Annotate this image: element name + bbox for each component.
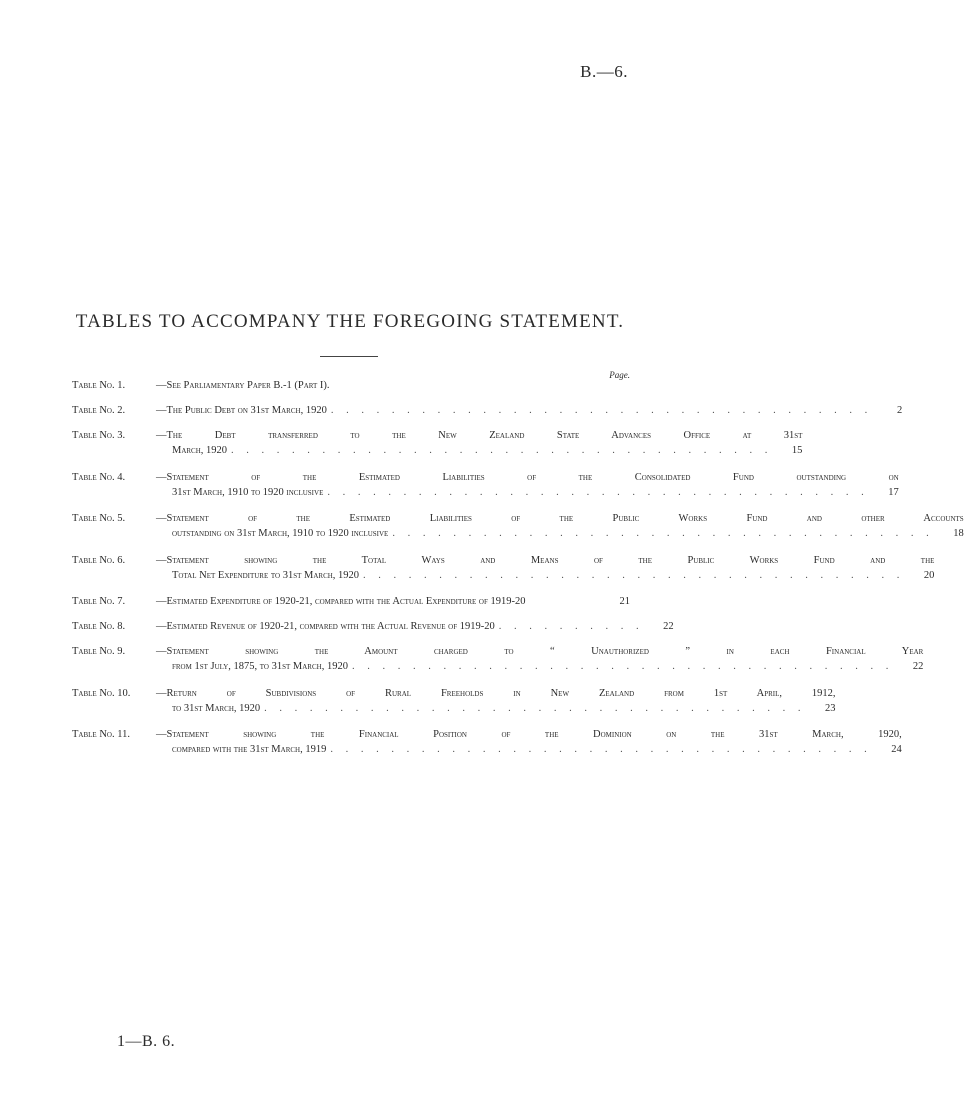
page-number: 2 bbox=[896, 405, 903, 416]
dot-leaders: . . . . . . . . . . . . . . . . . . . . . . . . . . . . . . . . . . . . bbox=[327, 486, 869, 498]
table-description-cont: outstanding on 31st March, 1910 to 1920 inclusive bbox=[172, 528, 389, 539]
table-description-cont: compared with the 31st March, 1919 bbox=[172, 744, 327, 755]
page-number: 18 bbox=[953, 528, 964, 539]
table-number: Table No. 5. bbox=[72, 513, 126, 524]
dot-leaders: . . . . . . . . . . . . . . . . . . . . . . . . . . . . . . . . . . . . bbox=[392, 528, 934, 539]
table-number: Table No. 4. bbox=[72, 471, 126, 483]
dot-leaders: . . . . . . . . . . . . . . . . . . . . . . . . . . . . . . . . . . . . bbox=[351, 661, 894, 672]
table-description: —Statement of the Estimated Liabilities of the Public Works Fund and other Accounts bbox=[156, 513, 964, 524]
table-number: Table No. 1. bbox=[72, 380, 126, 391]
toc-entry bbox=[72, 428, 803, 458]
dot-leaders: . . . . . . . . . . . . . . . . . . . . . . . . . . . . . . . . . . . . bbox=[363, 569, 905, 581]
toc-entry bbox=[72, 686, 836, 716]
table-description: —Statement showing the Amount charged to “ Unauthorized ” in each Financial Year bbox=[156, 646, 924, 657]
table-description: —See Parliamentary Paper B.-1 (Part I). bbox=[156, 380, 330, 391]
toc-entry bbox=[72, 470, 899, 500]
paper-reference: B.—6. bbox=[580, 62, 628, 81]
toc-entry bbox=[72, 594, 630, 609]
page-number: 22 bbox=[912, 661, 924, 672]
page-number: 23 bbox=[825, 702, 836, 714]
toc-entry bbox=[72, 619, 674, 634]
toc-entry bbox=[72, 403, 903, 418]
page-title: TABLES TO ACCOMPANY THE FOREGOING STATEMENT. bbox=[75, 311, 625, 332]
table-number: Table No. 3. bbox=[72, 430, 126, 441]
tables-list bbox=[72, 378, 964, 769]
table-description: —The Public Debt on 31st March, 1920 bbox=[156, 405, 327, 416]
table-number: Table No. 8. bbox=[72, 621, 126, 632]
table-number: Table No. 10. bbox=[72, 687, 131, 699]
table-number: Table No. 11. bbox=[72, 729, 130, 740]
dot-leaders: . . . . . . . . . . . . . . . . . . . . . . . . . . . . . . . . . . . . bbox=[264, 702, 806, 714]
table-description: —Statement showing the Total Ways and Means of the Public Works Fund and the bbox=[156, 554, 935, 566]
dot-leaders: . . . . . . . . . . . . . . . . . . . . . . . . . . . . . . . . . . . . bbox=[330, 744, 872, 755]
table-description: —Estimated Revenue of 1920-21, compared with the Actual Revenue of 1919-20 bbox=[156, 621, 495, 632]
table-description-cont: from 1st July, 1875, to 31st March, 1920 bbox=[172, 661, 348, 672]
table-description: —Return of Subdivisions of Rural Freeholds in New Zealand from 1st April, 1912, bbox=[156, 687, 836, 699]
toc-entry bbox=[72, 644, 924, 674]
page-number: 17 bbox=[888, 486, 899, 498]
page-number: 20 bbox=[923, 569, 935, 581]
dot-leaders: . . . . . . . . . . . . . . . . . . . . . . . . . . . . . . . . . . . . bbox=[231, 445, 773, 456]
dot-leaders: . . . . . . . . . . . . . . . . . . . . . . . . . . . . . . . . . . . . bbox=[330, 405, 873, 416]
page-column-label: Page. bbox=[609, 370, 630, 380]
page-number: 21 bbox=[619, 596, 630, 607]
table-number: Table No. 6. bbox=[72, 554, 126, 566]
toc-entry bbox=[72, 511, 964, 541]
title-divider bbox=[320, 356, 378, 357]
table-description-cont: 31st March, 1910 to 1920 inclusive bbox=[172, 486, 324, 498]
toc-entry bbox=[72, 553, 935, 583]
toc-entry bbox=[72, 378, 630, 393]
table-description: —Statement of the Estimated Liabilities of the Consolidated Fund outstanding on bbox=[156, 471, 899, 483]
page-number: 24 bbox=[891, 744, 902, 755]
page-number: 15 bbox=[791, 445, 803, 456]
toc-entry bbox=[72, 727, 902, 757]
table-description: —Estimated Expenditure of 1920-21, compared with the Actual Expenditure of 1919-20 bbox=[156, 596, 526, 607]
dot-leaders: . . . . . . . . . . bbox=[498, 621, 644, 632]
table-description-cont: to 31st March, 1920 bbox=[172, 702, 261, 714]
table-description-cont: Total Net Expenditure to 31st March, 1920 bbox=[172, 569, 360, 581]
table-description-cont: March, 1920 bbox=[172, 445, 228, 456]
page-number: 22 bbox=[663, 621, 674, 632]
table-description: —The Debt transferred to the New Zealand State Advances Office at 31st bbox=[156, 430, 803, 441]
table-description: —Statement showing the Financial Position of the Dominion on the 31st March, 1920, bbox=[156, 729, 902, 740]
printer-signature: 1—B. 6. bbox=[117, 1033, 176, 1050]
table-number: Table No. 9. bbox=[72, 646, 126, 657]
table-number: Table No. 2. bbox=[72, 405, 126, 416]
table-number: Table No. 7. bbox=[72, 596, 126, 607]
